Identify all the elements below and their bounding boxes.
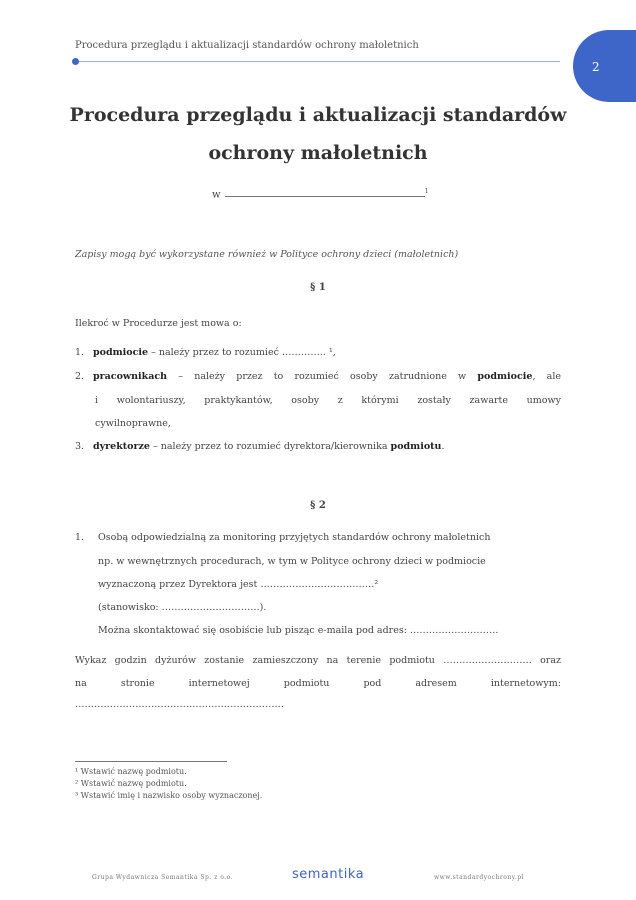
footnote: ² Wstawić nazwę podmiotu. xyxy=(75,779,187,788)
header-rule xyxy=(75,61,560,62)
list-item: 1. podmiocie – należy przez to rozumieć ………….. ¹, xyxy=(75,347,336,358)
entity-fill-line xyxy=(212,188,428,200)
semantika-logo: semantika xyxy=(292,867,365,882)
s2-line: (stanowisko: ………………………….). xyxy=(98,602,267,613)
page-number: 2 xyxy=(592,60,600,74)
footnote: ³ Wstawić imię i nazwisko osoby wyznaczonej. xyxy=(75,791,263,800)
running-header: Procedura przeglądu i aktualizacji standardów ochrony małoletnich xyxy=(75,40,419,51)
list-item: 3. dyrektorze – należy przez to rozumieć dyrektora/kierownika podmiotu. xyxy=(75,441,445,452)
s2-line: Osobą odpowiedzialną za monitoring przyjętych standardów ochrony małoletnich xyxy=(98,532,491,543)
s2-line: wyznaczoną przez Dyrektora jest ………………………………² xyxy=(98,579,379,590)
list-item: 2. pracownikach – należy przez to rozumieć osoby zatrudnione w podmiocie, ale xyxy=(75,371,561,382)
publisher-name: Grupa Wydawnicza Semantika Sp. z o.o. xyxy=(92,874,234,881)
header-dot xyxy=(72,58,79,65)
term: podmiocie xyxy=(93,347,149,358)
s2-line: np. w wewnętrznych procedurach, w tym w Polityce ochrony dzieci w podmiocie xyxy=(98,556,486,567)
term: pracownikach xyxy=(93,371,168,382)
s2-paragraph-line: na stronie internetowej podmiotu pod adresem internetowym: xyxy=(75,678,561,689)
footnote-separator xyxy=(75,761,227,762)
term: podmiotu xyxy=(390,441,442,452)
section1-intro: Ilekroć w Procedurze jest mowa o: xyxy=(75,318,242,329)
section-sign-1: § 1 xyxy=(310,282,326,293)
w-prefix: w xyxy=(212,189,221,201)
document-title-line2: ochrony małoletnich xyxy=(208,142,428,164)
usage-note: Zapisy mogą być wykorzystane również w Polityce ochrony dzieci (małoletnich) xyxy=(75,249,459,260)
document-title-line1: Procedura przeglądu i aktualizacji standardów xyxy=(69,104,567,126)
s2-paragraph-line: Wykaz godzin dyżurów zostanie zamieszczony na terenie podmiotu ………………………. oraz xyxy=(75,655,561,666)
section-sign-2: § 2 xyxy=(310,500,326,511)
s2-line: Można skontaktować się osobiście lub pisząc e-maila pod adres: ………………………. xyxy=(98,625,499,636)
list-item-continuation: i wolontariuszy, praktykantów, osoby z którymi zostały zawarte umowy xyxy=(95,395,561,406)
website-link[interactable]: www.standardyochrony.pl xyxy=(434,874,524,881)
list-item-continuation: cywilnoprawne, xyxy=(95,418,171,429)
fill-underline xyxy=(225,188,425,197)
term: podmiocie xyxy=(477,371,533,382)
s2-item-number: 1. xyxy=(75,532,85,543)
s2-paragraph-line: ………………………………………………………… xyxy=(75,699,284,710)
term: dyrektorze xyxy=(93,441,150,452)
footnote: ¹ Wstawić nazwę podmiotu. xyxy=(75,767,187,776)
footnote-ref: 1 xyxy=(424,188,429,195)
page-number-tab xyxy=(573,30,636,102)
